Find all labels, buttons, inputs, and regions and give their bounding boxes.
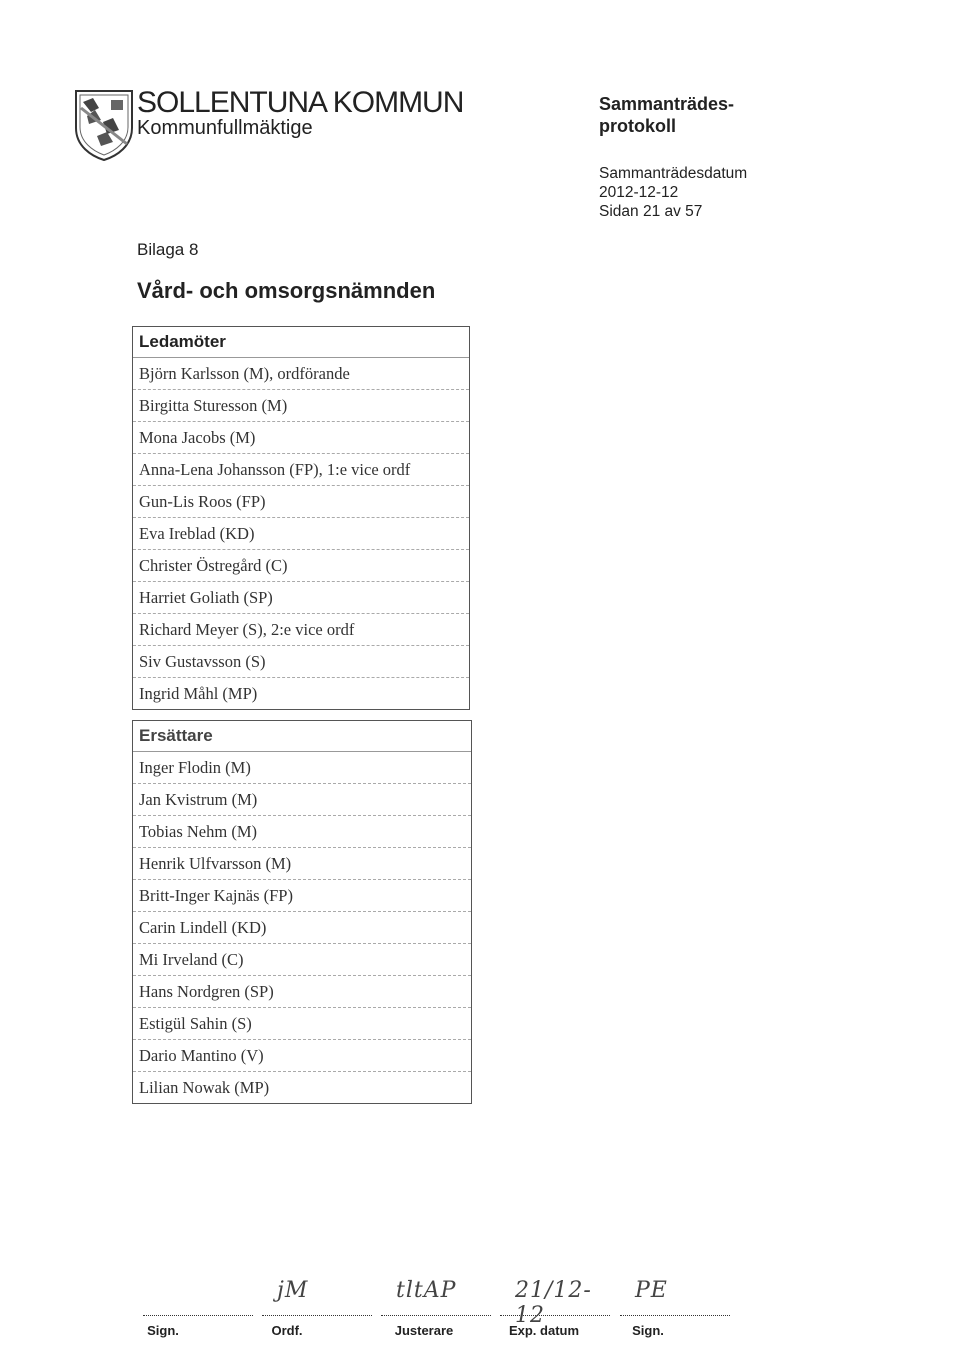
substitutes-heading: Ersättare <box>133 721 471 752</box>
table-row: Anna-Lena Johansson (FP), 1:e vice ordf <box>133 454 469 486</box>
signature-label: Exp. datum <box>508 1323 580 1338</box>
signature-column-justerare <box>381 1270 491 1340</box>
table-row: Richard Meyer (S), 2:e vice ordf <box>133 614 469 646</box>
table-row: Ingrid Måhl (MP) <box>139 684 258 703</box>
table-row: Inger Flodin (M) <box>133 752 471 784</box>
page-title: Vård- och omsorgsnämnden <box>137 278 436 303</box>
signature-line <box>620 1315 730 1316</box>
members-heading: Ledamöter <box>133 327 469 358</box>
table-row: Dario Mantino (V) <box>133 1040 471 1072</box>
handwritten-initials: PE <box>635 1278 668 1303</box>
document-type-line2: protokoll <box>599 116 676 136</box>
signature-line <box>381 1315 491 1316</box>
signature-label: Justerare <box>394 1323 454 1338</box>
signature-column-sign-2 <box>620 1270 730 1340</box>
document-type <box>599 93 734 137</box>
table-row: Henrik Ulfvarsson (M) <box>133 848 471 880</box>
table-row: Carin Lindell (KD) <box>133 912 471 944</box>
signature-label: Ordf. <box>271 1323 303 1338</box>
signature-line <box>500 1315 610 1316</box>
members-table <box>132 326 470 710</box>
table-row: Estigül Sahin (S) <box>133 1008 471 1040</box>
signature-column-ordf <box>262 1270 372 1340</box>
handwritten-date: 21/12-12 <box>515 1278 592 1328</box>
table-row: Gun-Lis Roos (FP) <box>133 486 469 518</box>
handwritten-initials: tltAP <box>396 1278 457 1303</box>
table-row: Lilian Nowak (MP) <box>139 1078 270 1097</box>
organization-subtitle: Kommunfullmäktige <box>137 117 313 139</box>
table-row: Björn Karlsson (M), ordförande <box>133 358 469 390</box>
meeting-date: 2012-12-12 <box>599 184 679 201</box>
page-number: Sidan 21 av 57 <box>599 203 703 220</box>
signature-line <box>143 1315 253 1316</box>
table-row: Siv Gustavsson (S) <box>133 646 469 678</box>
table-row: Hans Nordgren (SP) <box>133 976 471 1008</box>
table-row: Mona Jacobs (M) <box>133 422 469 454</box>
table-row: Britt-Inger Kajnäs (FP) <box>133 880 471 912</box>
substitutes-table <box>132 720 472 1104</box>
attachment-label: Bilaga 8 <box>137 240 199 259</box>
signature-label: Sign. <box>147 1323 179 1338</box>
table-row: Mi Irveland (C) <box>133 944 471 976</box>
municipal-crest-logo <box>73 88 135 162</box>
organization-name: SOLLENTUNA KOMMUN <box>137 86 464 119</box>
table-row: Jan Kvistrum (M) <box>133 784 471 816</box>
table-row: Birgitta Sturesson (M) <box>133 390 469 422</box>
signature-label: Sign. <box>632 1323 664 1338</box>
handwritten-initials: jM <box>277 1278 309 1303</box>
signature-footer <box>0 1270 960 1350</box>
table-row: Harriet Goliath (SP) <box>133 582 469 614</box>
document-type-line1: Sammanträdes- <box>599 94 735 114</box>
meeting-meta <box>599 164 747 221</box>
table-row: Christer Östregård (C) <box>133 550 469 582</box>
signature-line <box>262 1315 372 1316</box>
table-row: Eva Ireblad (KD) <box>133 518 469 550</box>
meeting-date-label: Sammanträdesdatum <box>599 165 748 182</box>
table-row: Tobias Nehm (M) <box>133 816 471 848</box>
